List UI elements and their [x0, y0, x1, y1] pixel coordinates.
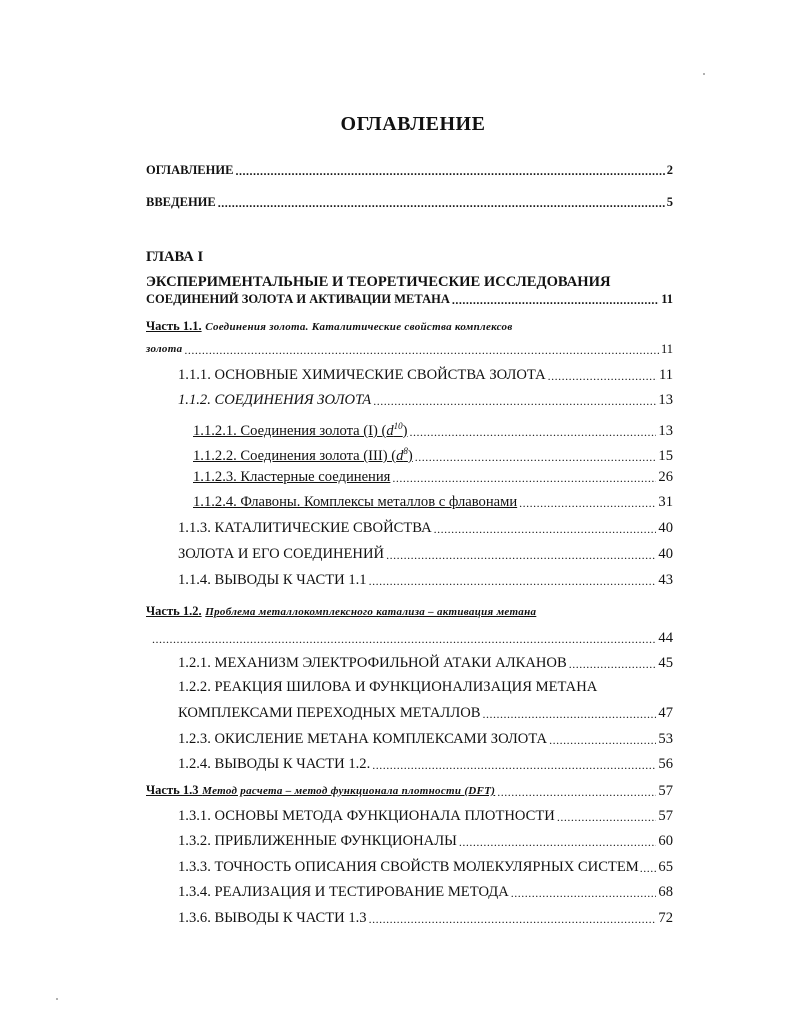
toc-entry-1-2-3: 1.2.3. ОКИСЛЕНИЕ МЕТАНА КОМПЛЕКСАМИ ЗОЛОТА ..... 53 [178, 731, 673, 748]
leader-dots [218, 197, 665, 211]
toc-entry-1-1-2: 1.1.2. СОЕДИНЕНИЯ ЗОЛОТА ..... 13 [178, 392, 673, 409]
toc-entry-chapter: СОЕДИНЕНИЙ ЗОЛОТА И АКТИВАЦИИ МЕТАНА ..... 11 [146, 291, 673, 308]
leader-dots [569, 658, 657, 672]
toc-entry-contents: ОГЛАВЛЕНИЕ ..... 2 [146, 162, 673, 179]
toc-entry-1-3-3: 1.3.3. ТОЧНОСТЬ ОПИСАНИЯ СВОЙСТВ МОЛЕКУЛЯРНЫХ СИСТЕМ ..... 65 [178, 859, 673, 876]
toc-entry-1-1-2-4: 1.1.2.4. Флавоны. Комплексы металлов с флавонами ..... 31 [193, 494, 673, 511]
leader-dots [372, 759, 656, 773]
leader-dots [235, 165, 664, 179]
leader-dots [152, 633, 656, 647]
leader-dots [511, 887, 657, 901]
toc-entry-part-1-2: ..... 44 [152, 630, 673, 647]
leader-dots [557, 811, 657, 825]
toc-entry-1-1-3-cont: ЗОЛОТА И ЕГО СОЕДИНЕНИЙ ..... 40 [178, 546, 673, 563]
scan-speck [703, 73, 705, 75]
toc-entry-part-1-3: Часть 1.3 Метод расчета – метод функционала плотности (DFT) ..... 57 [146, 782, 673, 800]
leader-dots [434, 523, 657, 537]
leader-dots [410, 426, 657, 440]
leader-dots [415, 451, 657, 465]
chapter-label: ГЛАВА I [146, 249, 204, 265]
toc-entry-1-1-2-2: 1.1.2.2. Соединения золота (III) $(d^8)$ ..... 15 [193, 443, 673, 465]
toc-entry-1-1-2-1: 1.1.2.1. Соединения золота (I) $(d^{10})$ ..... 13 [193, 418, 673, 440]
scan-speck [56, 998, 58, 1000]
part-1-1-heading: Часть 1.1. Соединения золота. Каталитические свойства комплексов [146, 319, 513, 333]
page-title: ОГЛАВЛЕНИЕ [340, 113, 486, 135]
leader-dots [640, 862, 658, 876]
toc-entry-1-2-2-cont: КОМПЛЕКСАМИ ПЕРЕХОДНЫХ МЕТАЛЛОВ ..... 47 [178, 705, 673, 722]
toc-entry-part-1-1: золота ..... 11 [146, 341, 673, 358]
toc-entry-1-1-2-3: 1.1.2.3. Кластерные соединения ..... 26 [193, 469, 673, 486]
leader-dots [184, 344, 659, 358]
leader-dots [519, 497, 656, 511]
leader-dots [497, 786, 656, 800]
leader-dots [369, 913, 657, 927]
leader-dots [549, 734, 656, 748]
part-1-2-heading: Часть 1.2. Проблема металлокомплексного катализа – активация метана [146, 604, 537, 618]
toc-entry-introduction: ВВЕДЕНИЕ ..... 5 [146, 194, 673, 211]
chapter-title-line1: ЭКСПЕРИМЕНТАЛЬНЫЕ И ТЕОРЕТИЧЕСКИЕ ИССЛЕДОВАНИЯ [146, 274, 611, 290]
toc-entry-1-3-4: 1.3.4. РЕАЛИЗАЦИЯ И ТЕСТИРОВАНИЕ МЕТОДА ..... 68 [178, 884, 673, 901]
leader-dots [392, 472, 656, 486]
toc-entry-1-1-1: 1.1.1. ОСНОВНЫЕ ХИМИЧЕСКИЕ СВОЙСТВА ЗОЛОТА ..... 11 [178, 367, 673, 384]
toc-entry-1-2-1: 1.2.1. МЕХАНИЗМ ЭЛЕКТРОФИЛЬНОЙ АТАКИ АЛКАНОВ ..... 45 [178, 655, 673, 672]
leader-dots [373, 395, 656, 409]
leader-dots [459, 836, 657, 850]
toc-entry-1-3-6: 1.3.6. ВЫВОДЫ К ЧАСТИ 1.3 ..... 72 [178, 910, 673, 927]
toc-entry-1-2-4: 1.2.4. ВЫВОДЫ К ЧАСТИ 1.2. ..... 56 [178, 756, 673, 773]
toc-entry-1-3-2: 1.3.2. ПРИБЛИЖЕННЫЕ ФУНКЦИОНАЛЫ ..... 60 [178, 833, 673, 850]
leader-dots [369, 575, 657, 589]
leader-dots [386, 549, 656, 563]
toc-entry-1-2-2: 1.2.2. РЕАКЦИЯ ШИЛОВА И ФУНКЦИОНАЛИЗАЦИЯ МЕТАНА [178, 679, 598, 695]
toc-entry-1-1-4: 1.1.4. ВЫВОДЫ К ЧАСТИ 1.1 ..... 43 [178, 572, 673, 589]
toc-entry-1-3-1: 1.3.1. ОСНОВЫ МЕТОДА ФУНКЦИОНАЛА ПЛОТНОСТИ ..... 57 [178, 808, 673, 825]
toc-entry-1-1-3: 1.1.3. КАТАЛИТИЧЕСКИЕ СВОЙСТВА ..... 40 [178, 520, 673, 537]
leader-dots [548, 370, 657, 384]
leader-dots [483, 708, 657, 722]
leader-dots [452, 294, 659, 308]
